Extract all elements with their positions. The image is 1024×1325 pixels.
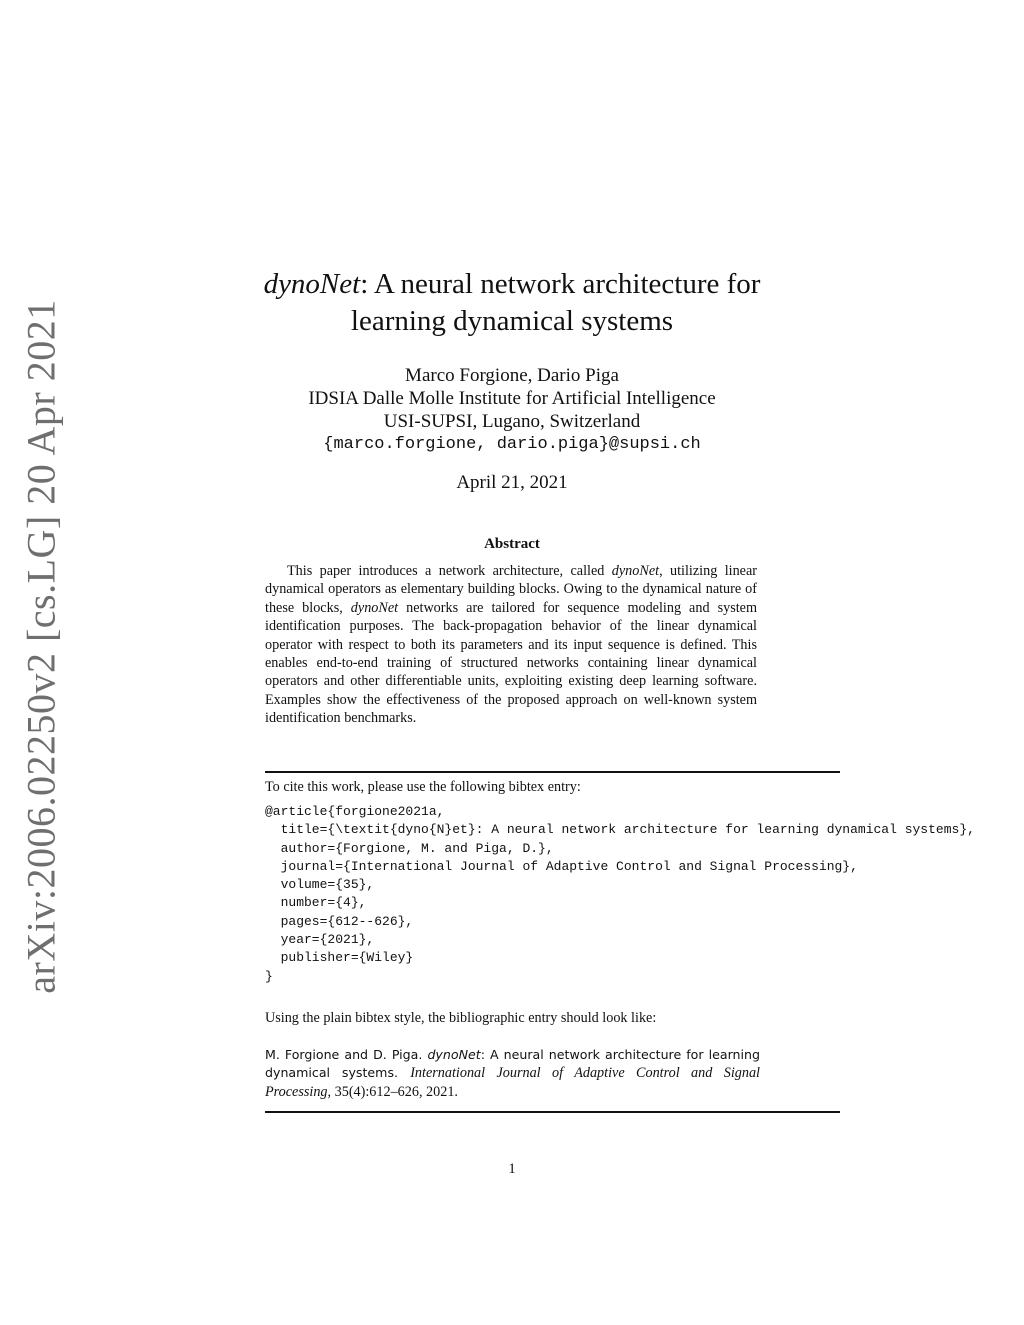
bottom-divider [265,1111,840,1113]
title-emphasis: dynoNet [263,268,361,300]
ref-details: , 35(4):612–626, 2021. [327,1083,458,1100]
title-line-1 [200,266,824,303]
paper-date: April 21, 2021 [456,472,568,493]
bibtex-line: publisher={Wiley} [265,950,414,966]
ref-authors: M. Forgione and D. Piga. [265,1047,428,1062]
bibtex-line: } [265,968,273,984]
author-location: USI-SUPSI, Lugano, Switzerland [383,411,641,432]
bibliographic-reference [265,1046,760,1101]
arxiv-stamp [18,298,64,994]
top-divider [265,771,840,773]
plain-style-intro: Using the plain bibtex style, the bibliographic entry should look like: [265,1010,657,1026]
ref-journal: International Journal of Adaptive Control and Signal Processing [265,1065,761,1100]
abstract-text-1: This paper introduces a network architecture, called [287,563,612,579]
ref-title-emphasis: dynoNet [427,1047,481,1062]
bibtex-line: pages={612--626}, [265,913,414,929]
abstract-text-3: networks are tailored for sequence modeling and system identification purposes. The back-propagation behavior of the linear dynamical operator with respect to both its parameters and its input sequence is defined. This enables end-to-end training of structured networks containing linear dynamical operators and other differentiable units, exploiting existing deep learning software. Examples show the effectiveness of the proposed approach on well-known system identification benchmarks. [265,599,757,727]
abstract-text-2: , utilizing linear dynamical operators as elementary building blocks. Owing to the dynamical nature of these blocks, [265,563,757,616]
title-rest: : A neural network architecture for [360,268,761,300]
ref-title: : A neural network architecture for learning dynamical systems. [265,1047,760,1081]
abstract-emphasis-2: dynoNet [350,599,399,616]
arxiv-identifier: arXiv:2006.02250v2 [cs.LG] 20 Apr 2021 [18,298,64,994]
author-block [230,364,794,456]
abstract-heading: Abstract [484,536,540,552]
bibtex-line: year={2021}, [265,932,375,948]
title-line-2: learning dynamical systems [350,305,674,337]
bibtex-entry [265,803,975,986]
abstract-emphasis-1: dynoNet [611,563,660,579]
bibtex-line: number={4}, [265,895,367,911]
author-names: Marco Forgione, Dario Piga [405,365,619,386]
bibtex-line: @article{forgione2021a, [265,804,445,819]
abstract-body [265,562,757,728]
bibtex-line: journal={International Journal of Adaptive Control and Signal Processing}, [265,858,858,874]
page-number: 1 [508,1161,516,1177]
paper-title [200,266,824,340]
bibtex-line: author={Forgione, M. and Piga, D.}, [265,840,554,856]
author-institute: IDSIA Dalle Molle Institute for Artificial Intelligence [308,388,716,409]
bibtex-line: volume={35}, [265,877,375,893]
bibtex-line: title={\textit{dyno{N}et}: A neural network architecture for learning dynamical systems}, [265,822,975,838]
author-email: {marco.forgione, dario.piga}@supsi.ch [323,435,701,454]
citation-intro: To cite this work, please use the following bibtex entry: [265,779,581,795]
